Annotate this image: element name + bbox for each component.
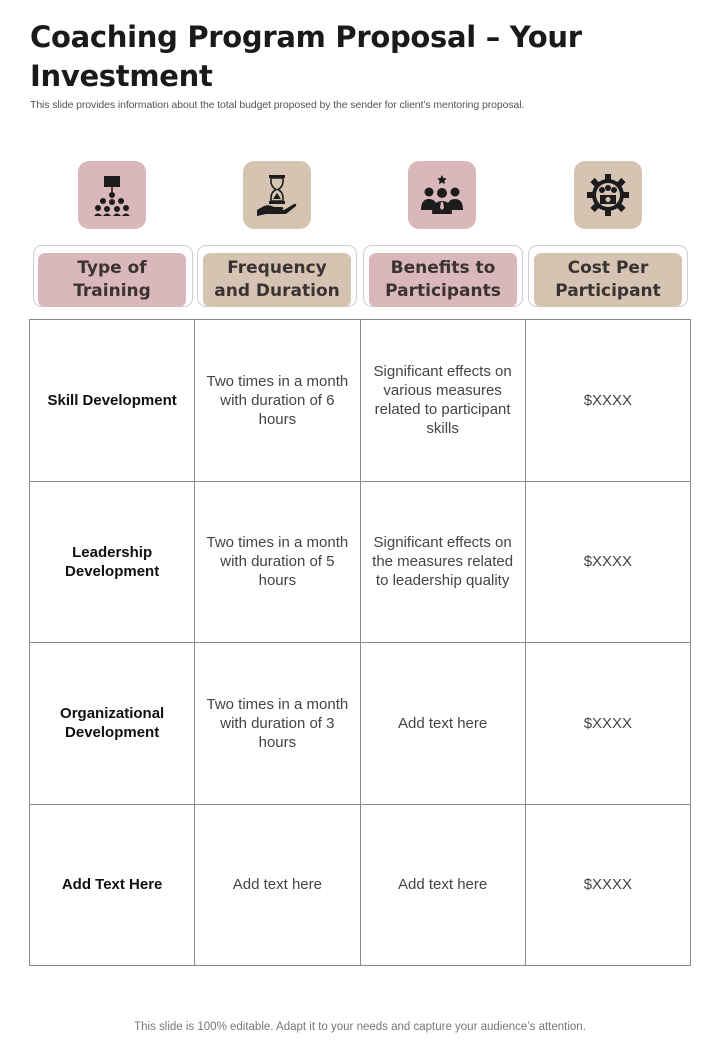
hourglass-hand-icon [243, 161, 311, 229]
page-title: Coaching Program Proposal – Your Investment [30, 20, 582, 93]
benefits-cell: Significant effects on various measures related to participant skills [360, 320, 525, 482]
cost-cell: $XXXX [525, 804, 690, 966]
training-type-cell: Organizational Development [30, 643, 195, 805]
footer-note: This slide is 100% editable. Adapt it to your needs and capture your audience’s attention. [134, 1021, 586, 1033]
cost-cell: $XXXX [525, 320, 690, 482]
benefits-cell: Add text here [360, 804, 525, 966]
table-row [30, 481, 691, 643]
team-people-icon [408, 161, 476, 229]
column-header-frequency-duration: Frequency and Duration [203, 253, 351, 307]
cost-cell: $XXXX [525, 481, 690, 643]
page-subtitle: This slide provides information about the total budget proposed by the sender for client’s mentoring proposal. [30, 99, 525, 111]
training-type-cell: Skill Development [30, 320, 195, 482]
training-type-cell: Leadership Development [30, 481, 195, 643]
table-row [30, 643, 691, 805]
training-audience-icon [78, 161, 146, 229]
gear-money-icon [574, 161, 642, 229]
frequency-cell: Two times in a month with duration of 5 hours [195, 481, 360, 643]
column-header-type-of-training: Type of Training [38, 253, 186, 307]
table-row [30, 320, 691, 482]
benefits-cell: Significant effects on the measures related to leadership quality [360, 481, 525, 643]
investment-table [29, 319, 691, 966]
frequency-cell: Two times in a month with duration of 6 hours [195, 320, 360, 482]
column-header-benefits: Benefits to Participants [369, 253, 517, 307]
column-header-cost: Cost Per Participant [534, 253, 682, 307]
frequency-cell: Add text here [195, 804, 360, 966]
training-type-cell: Add Text Here [30, 804, 195, 966]
table-row [30, 804, 691, 966]
cost-cell: $XXXX [525, 643, 690, 805]
benefits-cell: Add text here [360, 643, 525, 805]
frequency-cell: Two times in a month with duration of 3 hours [195, 643, 360, 805]
